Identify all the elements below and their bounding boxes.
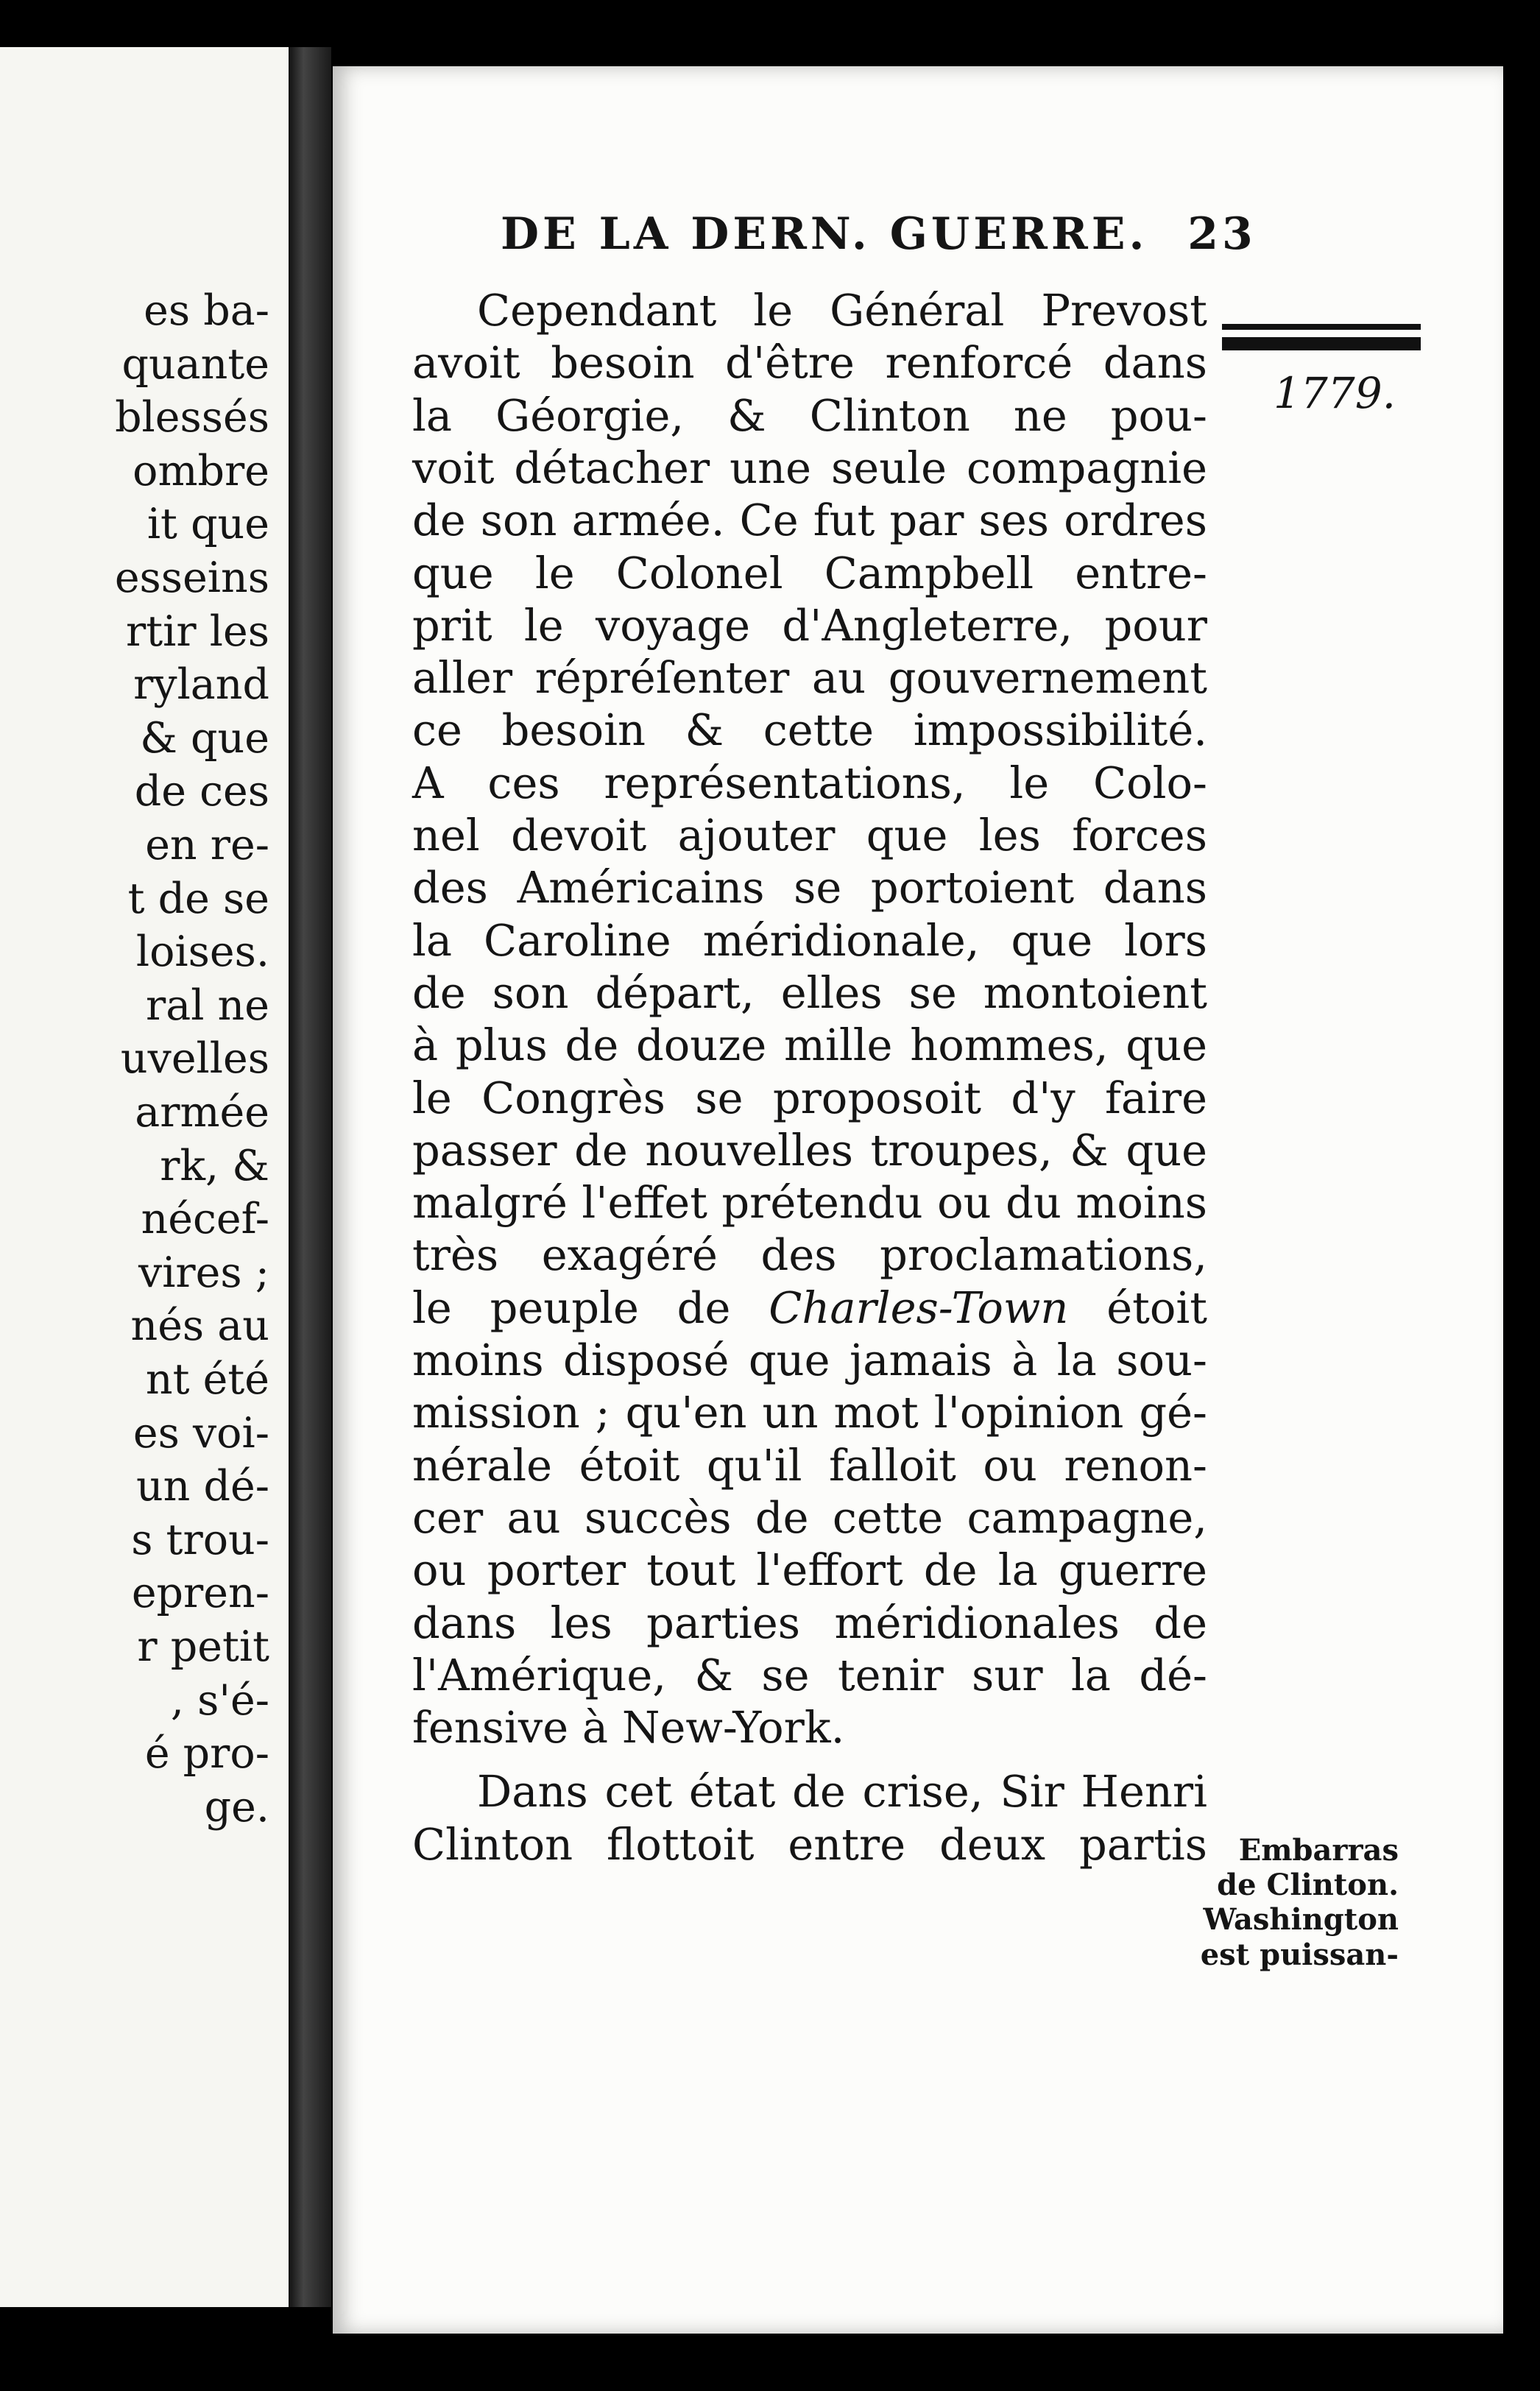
facing-page-line: loises.: [135, 928, 269, 977]
body-line: malgré l'effet prétendu ou du moins: [412, 1177, 1207, 1229]
facing-page-line: rk, &: [160, 1141, 269, 1190]
body-line: ce besoin & cette impossibilité.: [412, 704, 1207, 756]
body-line: des Américains se portoient dans: [412, 862, 1207, 914]
facing-page-line: quante: [121, 339, 269, 389]
body-line: passer de nouvelles troupes, & que: [412, 1124, 1207, 1176]
body-line: le Congrès se proposoit d'y faire: [412, 1072, 1207, 1123]
facing-page-line: es voi-: [133, 1408, 269, 1458]
facing-page-fragment: [0, 47, 289, 2307]
facing-page-line: en re-: [145, 821, 269, 869]
facing-page-line: de ces: [134, 767, 269, 816]
facing-page-line: é pro-: [144, 1729, 269, 1779]
body-line: la Géorgie, & Clinton ne pou-: [412, 389, 1207, 441]
body-line: nel devoit ajouter que les forces: [412, 810, 1207, 861]
page-number: 23: [1187, 208, 1257, 260]
facing-page-line: blessés: [115, 393, 269, 442]
body-line: mission ; qu'en un mot l'opinion gé-: [412, 1387, 1207, 1438]
margin-rule-thick: [1222, 337, 1421, 350]
facing-page-line: esseins: [114, 554, 269, 602]
facing-page-line: epren-: [131, 1569, 269, 1618]
facing-page-line: ral ne: [145, 981, 269, 1030]
body-line: moins disposé que jamais à la sou-: [412, 1335, 1207, 1385]
facing-page-line: nés au: [130, 1302, 269, 1351]
body-line: nérale étoit qu'il falloit ou renon-: [412, 1439, 1207, 1491]
body-line: aller répréſenter au gouvernement: [412, 652, 1207, 704]
body-line: voit détacher une seule compagnie: [412, 442, 1207, 493]
facing-page-line: s trou-: [131, 1515, 269, 1564]
body-line: l'Amérique, & se tenir sur la dé-: [412, 1649, 1207, 1700]
side-note-line: Washington: [1203, 1902, 1399, 1938]
body-line: de son départ, elles se montoient: [412, 967, 1207, 1018]
margin-rule-thin: [1222, 324, 1421, 330]
side-note-line: est puissan-: [1200, 1937, 1399, 1972]
facing-page-line: ombre: [133, 446, 269, 495]
body-line: ou porter tout l'effort de la guerre: [412, 1544, 1207, 1596]
facing-page-line: & que: [140, 713, 269, 763]
facing-page-line: es ba-: [144, 286, 269, 335]
facing-page-line: , s'é-: [170, 1675, 269, 1725]
body-line: dans les parties méridionales de: [412, 1597, 1207, 1648]
running-head: [501, 208, 1257, 260]
body-line: Clinton flottoit entre deux partis: [412, 1818, 1207, 1870]
facing-page-line: rtir les: [126, 607, 269, 656]
facing-page-line: ge.: [204, 1782, 269, 1832]
body-line: prit le voyage d'Angleterre, pour: [412, 599, 1207, 651]
body-line: de son armée. Ce fut par ses ordres: [412, 495, 1207, 546]
facing-page-line: ryland: [133, 660, 269, 710]
body-line: très exagéré des proclamations,: [412, 1229, 1207, 1281]
body-line: A ces représentations, le Colo-: [412, 757, 1207, 808]
body-line: cer au succès de cette campagne,: [412, 1491, 1207, 1543]
facing-page-line: nécef-: [141, 1195, 269, 1244]
margin-year: 1779.: [1274, 368, 1396, 418]
facing-page-line: un dé-: [135, 1462, 269, 1511]
facing-page-line: r petit: [137, 1622, 269, 1671]
facing-page-line: nt été: [145, 1355, 269, 1404]
body-line: à plus de douze mille hommes, que: [412, 1020, 1207, 1071]
body-line: la Caroline méridionale, que lors: [412, 914, 1207, 966]
facing-page-line: vires ;: [138, 1248, 269, 1297]
facing-page-line: armée: [135, 1088, 269, 1137]
running-head-title: DE LA DERN. GUERRE.: [501, 208, 1148, 260]
body-line: le peuple de Charles-Town étoit: [412, 1282, 1207, 1333]
body-line: Dans cet état de crise, Sir Henri: [477, 1766, 1207, 1818]
book-gutter: [289, 47, 331, 2307]
body-line: Cependant le Général Prevost: [477, 285, 1207, 336]
side-note: [1178, 1833, 1399, 1972]
side-note-line: Embarras: [1238, 1833, 1399, 1868]
facing-page-line: uvelles: [120, 1034, 269, 1084]
facing-page-line: it que: [146, 500, 269, 549]
body-line: fensive à New-York.: [412, 1702, 845, 1753]
side-note-line: de Clinton.: [1217, 1868, 1399, 1903]
body-line: que le Colonel Campbell entre-: [412, 547, 1207, 598]
facing-page-line: t de se: [127, 874, 269, 923]
body-line: avoit besoin d'être renforcé dans: [412, 337, 1207, 389]
